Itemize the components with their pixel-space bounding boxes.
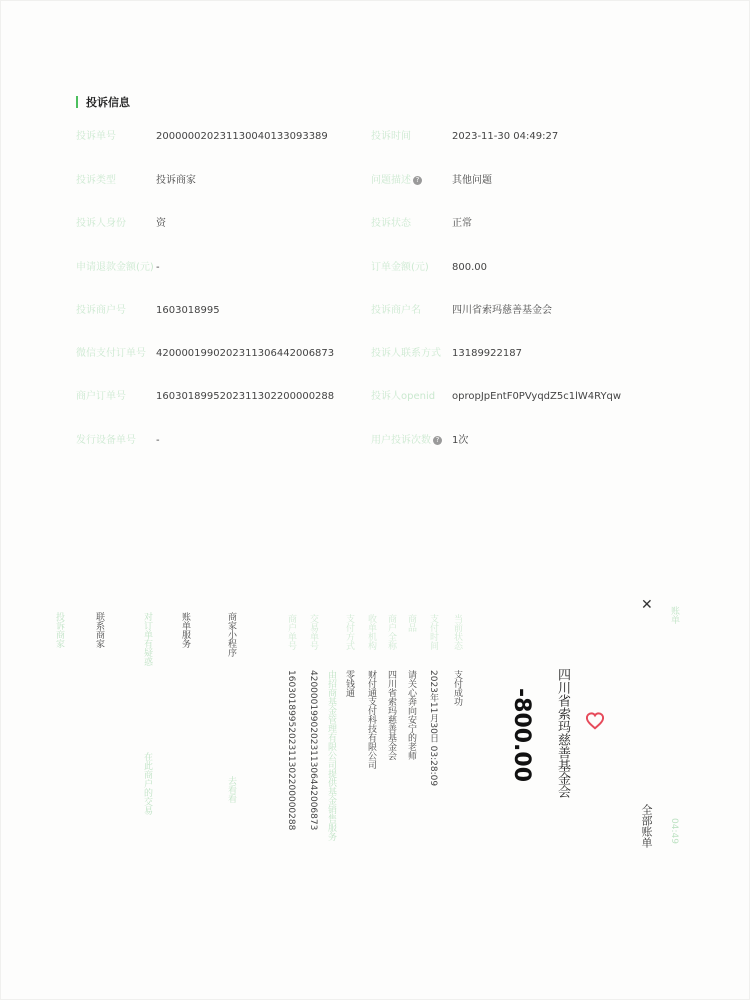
receipt-row-label: 收单机构 [366, 614, 376, 650]
receipt-row-label: 商品 [406, 614, 416, 632]
bill-service-label: 账单服务 [180, 612, 190, 648]
field-label-merchant-order-id: 商户订单号 [76, 391, 126, 402]
field-label-complaint-type: 投诉类型 [76, 175, 116, 186]
complain-merchant-link[interactable]: 投诉商家 [54, 612, 64, 648]
field-value-complaint-type: 投诉商家 [156, 175, 196, 186]
field-value-merchant-id: 1603018995 [156, 305, 220, 316]
field-value-order-amount: 800.00 [452, 262, 487, 273]
receipt-row-value: 财付通支付科技有限公司 [366, 670, 376, 769]
field-value-merchant-order-id: 1603018995202311302200000288 [156, 391, 335, 402]
receipt-row-value: 2023年11月30日 03:28:09 [428, 670, 438, 787]
field-value-refund-amount: - [156, 262, 160, 273]
section-title: 投诉信息 [86, 96, 130, 109]
field-label-complaint-time: 投诉时间 [371, 131, 411, 142]
field-label-complainant-contact: 投诉人联系方式 [371, 348, 441, 359]
field-label-complainant-identity: 投诉人身份 [76, 218, 126, 229]
receipt-row-label: 当前状态 [452, 614, 462, 650]
amount: -800.00 [509, 688, 534, 783]
section-header [76, 93, 130, 111]
field-value-device-id: - [156, 435, 160, 446]
fund-provider-note: 由招商基金管理有限公司提供基金销售服务 [326, 670, 336, 841]
field-value-complaint-count: 1次 [452, 435, 469, 446]
receipt-row-label: 支付时间 [428, 614, 438, 650]
field-label-merchant-id: 投诉商户号 [76, 305, 126, 316]
field-label-complaint-count-wrap [371, 434, 442, 448]
help-icon[interactable]: ? [433, 436, 442, 445]
field-label-device-id: 发行设备单号 [76, 435, 136, 446]
field-value-complainant-contact: 13189922187 [452, 348, 522, 359]
field-label-refund-amount: 申请退款金额(元) [76, 262, 154, 273]
receipt-row-value: 四川省索玛慈善基金会 [386, 670, 396, 760]
receipt-row-value: 请关心奔向安宁的老师 [406, 670, 416, 760]
field-label-problem-description: 问题描述 [371, 175, 411, 186]
receipt-row-value: 1603018995202311302200000288 [286, 670, 296, 831]
field-value-complaint-status: 正常 [452, 218, 472, 229]
field-value-complaint-time: 2023-11-30 04:49:27 [452, 131, 559, 142]
field-label-order-amount: 订单金额(元) [371, 262, 429, 273]
receipt-row-label: 商户单号 [286, 614, 296, 650]
status-time: 04:49 [669, 818, 679, 844]
field-value-complaint-id: 200000020231130040133093389 [156, 131, 328, 142]
receipt-row-label: 支付方式 [344, 614, 354, 650]
mini-program-label: 商家小程序 [226, 612, 236, 657]
field-value-wechat-order-id: 4200001990202311306442006873 [156, 348, 335, 359]
receipt-header-label: 账单 [669, 606, 679, 624]
section-accent-bar [76, 96, 78, 108]
field-label-complaint-id: 投诉单号 [76, 131, 116, 142]
merchant-name: 四川省索玛慈善基金会 [555, 668, 570, 798]
mini-program-link[interactable]: 去看看 [226, 776, 236, 803]
field-value-problem-description: 其他问题 [452, 175, 492, 186]
field-label-complaint-status: 投诉状态 [371, 218, 411, 229]
order-question-link[interactable]: 对订单有疑惑 [142, 612, 152, 666]
field-value-merchant-name: 四川省索玛慈善基金会 [452, 305, 552, 316]
field-label-wechat-order-id: 微信支付订单号 [76, 348, 146, 359]
receipt-row-value: 零钱通 [344, 670, 354, 697]
field-label-complaint-count: 用户投诉次数 [371, 435, 431, 446]
merchant-transactions-link[interactable]: 在此商户的交易 [142, 752, 152, 815]
receipt-row-label: 商户全称 [386, 614, 396, 650]
field-label-merchant-name: 投诉商户名 [371, 305, 421, 316]
contact-merchant-link[interactable]: 联系商家 [94, 612, 104, 648]
close-icon[interactable]: ✕ [641, 597, 653, 613]
field-label-openid: 投诉人openid [371, 391, 436, 402]
heart-logo-icon [586, 712, 604, 730]
help-icon[interactable]: ? [413, 176, 422, 185]
receipt-row-value: 支付成功 [452, 670, 462, 706]
field-value-openid: opropJpEntF0PVyqdZ5c1lW4RYqw [452, 391, 622, 402]
receipt-row-value: 4200001990202311306442006873 [308, 670, 318, 831]
all-bills-link[interactable]: 全部账单 [640, 804, 653, 848]
field-label-problem-description-wrap [371, 174, 422, 188]
field-value-complainant-identity: 资 [156, 218, 166, 229]
receipt-row-label: 交易单号 [308, 614, 318, 650]
